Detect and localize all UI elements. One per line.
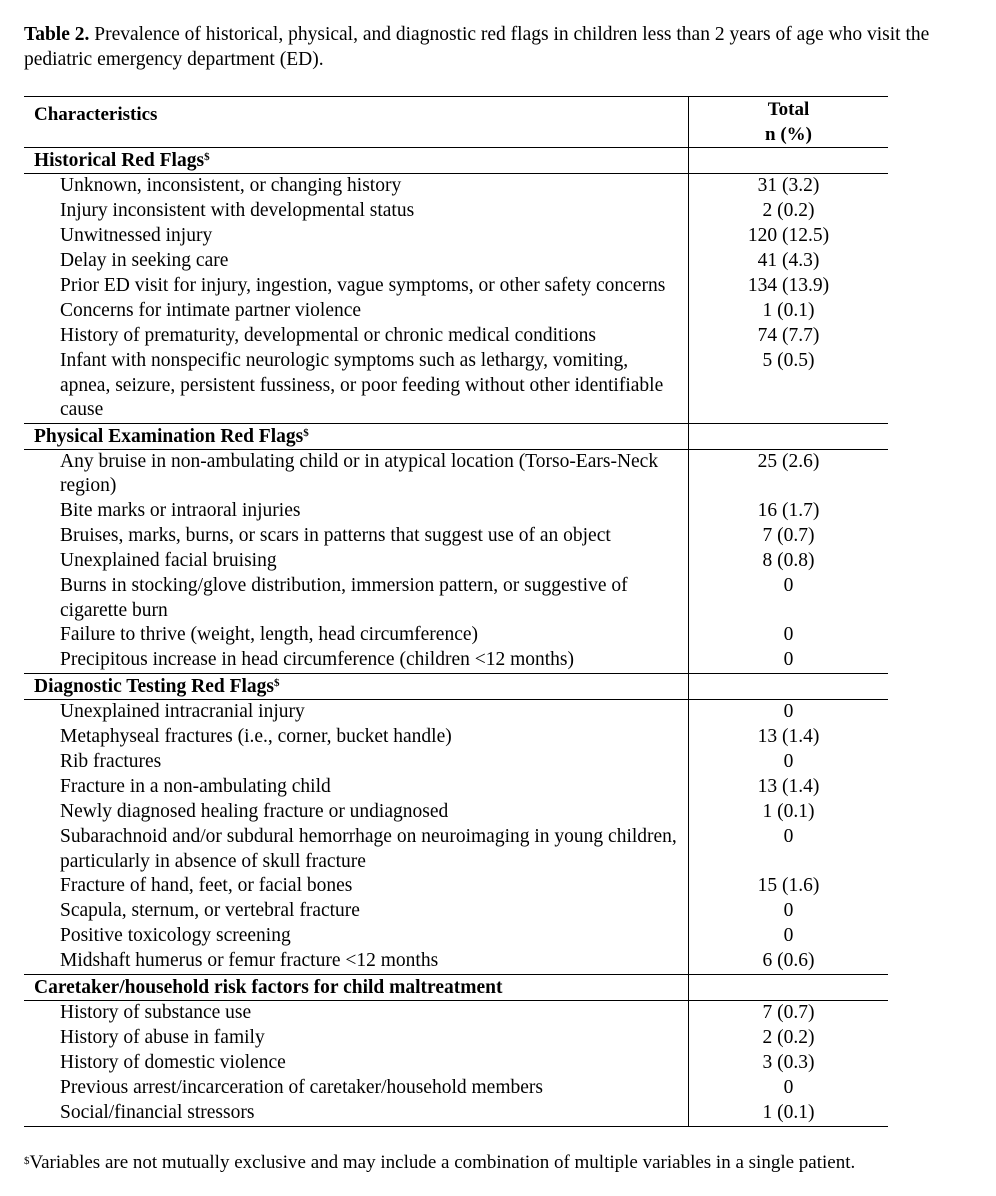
row-value: 15 (1.6) (757, 875, 820, 897)
table-row (24, 1076, 888, 1101)
row-label: Concerns for intimate partner violence (60, 300, 362, 321)
row-label: History of abuse in family (60, 1027, 265, 1049)
section-header (24, 424, 888, 450)
table-row (24, 1001, 888, 1026)
table-row (24, 899, 888, 924)
row-label: Subarachnoid and/or subdural hemorrhage on neuroimaging in young children, particularly in absence of skull fracture (60, 826, 677, 872)
table-row (24, 750, 888, 775)
section-title-marker: $ (303, 426, 309, 439)
table-footnote (24, 1151, 984, 1175)
row-label: Rib fractures (60, 751, 162, 773)
table-row (24, 924, 888, 949)
table-row (24, 499, 888, 524)
section-title: Diagnostic Testing Red Flags (34, 676, 274, 698)
row-label: Social/financial stressors (60, 1102, 255, 1124)
table-row (24, 224, 888, 249)
table-row (24, 825, 888, 874)
row-value: 2 (0.2) (762, 200, 815, 221)
table-row (24, 249, 888, 274)
table-section (24, 424, 888, 674)
row-value: 1 (0.1) (762, 1102, 815, 1124)
table-row (24, 648, 888, 674)
row-value: 8 (0.8) (762, 549, 815, 571)
table-caption (24, 22, 974, 72)
header-total-line1: Total (767, 99, 810, 120)
table-row (24, 1101, 888, 1126)
table-row (24, 800, 888, 825)
section-title: Caretaker/household risk factors for child maltreatment (34, 977, 503, 999)
row-label: Bruises, marks, burns, or scars in patterns that suggest use of an object (60, 524, 611, 546)
table-section (24, 148, 888, 424)
table-row (24, 949, 888, 975)
row-label: Failure to thrive (weight, length, head circumference) (60, 624, 478, 646)
red-flags-table (24, 96, 888, 1127)
row-label: Midshaft humerus or femur fracture <12 months (60, 950, 439, 972)
table-body (24, 148, 888, 1126)
header-total (689, 97, 888, 147)
row-label: Prior ED visit for injury, ingestion, vague symptoms, or other safety concerns (60, 275, 666, 296)
caption-label: Table 2. (24, 24, 90, 45)
row-label: Fracture of hand, feet, or facial bones (60, 875, 353, 897)
row-label: Any bruise in non-ambulating child or in atypical location (Torso-Ears-Neck region) (60, 450, 659, 497)
section-header (24, 975, 888, 1001)
row-value: 74 (7.7) (757, 325, 820, 346)
row-label: Unwitnessed injury (60, 225, 213, 246)
table-row (24, 299, 888, 324)
table-row (24, 274, 888, 299)
row-label: Newly diagnosed healing fracture or undiagnosed (60, 801, 449, 823)
table-section (24, 674, 888, 975)
section-title-wrap (34, 975, 503, 1000)
row-label: Scapula, sternum, or vertebral fracture (60, 900, 360, 922)
row-value: 7 (0.7) (762, 524, 815, 546)
header-total-line2: n (%) (765, 124, 812, 145)
table-row (24, 700, 888, 725)
table-row (24, 574, 888, 623)
row-value: 7 (0.7) (762, 1002, 815, 1024)
row-value: 1 (0.1) (762, 801, 815, 823)
row-label: Delay in seeking care (60, 250, 229, 271)
row-label: History of domestic violence (60, 1052, 286, 1074)
table-row (24, 1026, 888, 1051)
table-row (24, 324, 888, 349)
row-value: 1 (0.1) (762, 300, 815, 321)
table-row (24, 1051, 888, 1076)
row-label: Positive toxicology screening (60, 925, 291, 947)
table-row (24, 775, 888, 800)
row-value: 3 (0.3) (762, 1052, 815, 1074)
section-title-marker: $ (204, 151, 210, 163)
row-value: 134 (13.9) (747, 275, 830, 296)
section-title-wrap (34, 674, 280, 699)
row-value: 120 (12.5) (747, 225, 830, 246)
table-row (24, 725, 888, 750)
row-label: Unexplained facial bruising (60, 549, 277, 571)
section-title-marker: $ (274, 677, 280, 690)
row-value: 0 (783, 649, 794, 671)
row-value: 0 (783, 751, 794, 773)
row-label: Fracture in a non-ambulating child (60, 776, 331, 798)
row-value: 13 (1.4) (757, 776, 820, 798)
row-label: Bite marks or intraoral injuries (60, 499, 301, 521)
section-header (24, 148, 888, 174)
table-row (24, 450, 888, 499)
footnote-marker: $ (24, 1155, 30, 1167)
row-value: 0 (783, 826, 794, 848)
row-label: Previous arrest/incarceration of caretaker/household members (60, 1077, 543, 1099)
row-value: 13 (1.4) (757, 726, 820, 748)
table-row (24, 524, 888, 549)
section-title-wrap (34, 148, 210, 173)
table-row (24, 874, 888, 899)
row-value: 0 (783, 701, 794, 723)
row-label: Infant with nonspecific neurologic symptoms such as lethargy, vomiting, apnea, seizure, persistent fussiness, or poor feeding without other identifiable cause (60, 350, 664, 421)
footnote-text: Variables are not mutually exclusive and may include a combination of multiple variables in a single patient. (29, 1152, 856, 1173)
row-value: 0 (783, 574, 794, 596)
header-characteristics: Characteristics (34, 104, 158, 125)
section-header (24, 674, 888, 700)
row-value: 5 (0.5) (762, 350, 815, 371)
row-value: 0 (783, 624, 794, 646)
row-value: 25 (2.6) (757, 450, 820, 472)
table-row (24, 199, 888, 224)
row-value: 0 (783, 900, 794, 922)
section-title-wrap (34, 424, 309, 449)
row-label: Unexplained intracranial injury (60, 701, 305, 723)
row-label: Unknown, inconsistent, or changing history (60, 175, 402, 196)
row-label: History of substance use (60, 1002, 252, 1024)
row-value: 2 (0.2) (762, 1027, 815, 1049)
row-label: Injury inconsistent with developmental status (60, 200, 415, 221)
section-title: Historical Red Flags (34, 150, 205, 171)
row-label: Burns in stocking/glove distribution, immersion pattern, or suggestive of cigarette burn (60, 574, 628, 621)
row-label: Precipitous increase in head circumference (children <12 months) (60, 649, 575, 671)
table-header (24, 97, 888, 148)
row-label: Metaphyseal fractures (i.e., corner, bucket handle) (60, 726, 452, 748)
table-row (24, 623, 888, 648)
table-row (24, 349, 888, 424)
section-title: Physical Examination Red Flags (34, 425, 304, 447)
row-label: History of prematurity, developmental or chronic medical conditions (60, 325, 596, 346)
row-value: 0 (783, 1077, 794, 1099)
row-value: 41 (4.3) (757, 250, 820, 271)
table-section (24, 975, 888, 1126)
table-row (24, 549, 888, 574)
row-value: 31 (3.2) (757, 175, 820, 196)
row-value: 16 (1.7) (757, 499, 820, 521)
caption-text: Prevalence of historical, physical, and diagnostic red flags in children less than 2 years of age who visit the pediatric emergency department (ED). (24, 24, 930, 70)
table-row (24, 174, 888, 199)
row-value: 0 (783, 925, 794, 947)
row-value: 6 (0.6) (762, 950, 815, 972)
